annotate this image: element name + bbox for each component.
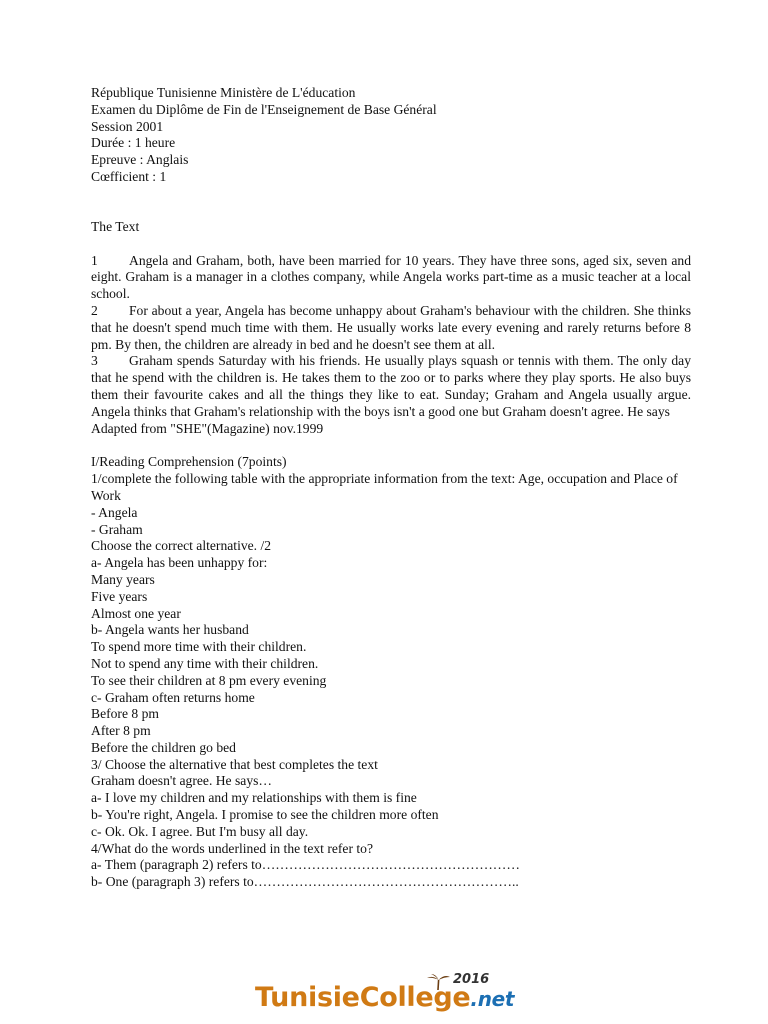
question-line: Almost one year [91, 605, 181, 621]
question-line: Graham doesn't agree. He says… [91, 773, 272, 789]
question-line: c- Ok. Ok. I agree. But I'm busy all day. [91, 823, 309, 839]
tunisie-college-logo[interactable] [255, 972, 515, 1018]
question-line: After 8 pm [91, 723, 151, 739]
paragraph-3 [91, 353, 691, 420]
question-line: Before the children go bed [91, 739, 236, 755]
paragraph-number: 2 [91, 302, 98, 318]
question-line: Choose the correct alternative. /2 [91, 538, 272, 554]
question-line: To spend more time with their children. [91, 639, 307, 655]
header-line: Examen du Diplôme de Fin de l'Enseignement de Base Général [91, 101, 437, 117]
question-line: Five years [91, 588, 148, 604]
paragraph-text: Graham spends Saturday with his friends. He usually plays squash or tennis with them. The only day that he spend with the children is. He takes them to the zoo or to parks where they play sports. He also buys them their favourite cakes and all the things they like to eat. Sunday; Graham and Angela usually argue. Angela thinks that Graham's relationship with the boys isn't a good one but Graham doesn't agree. He says [91, 353, 691, 419]
question-line: a- I love my children and my relationships with them is fine [91, 790, 417, 806]
question-line: b- You're right, Angela. I promise to see the children more often [91, 807, 439, 823]
question-line: b- One (paragraph 3) refers to………………………………………………….. [91, 874, 519, 890]
question-line: I/Reading Comprehension (7points) [91, 454, 287, 470]
questions-section [91, 454, 691, 891]
question-line: b- Angela wants her husband [91, 622, 249, 638]
paragraph-number: 3 [91, 353, 98, 369]
paragraph-text: For about a year, Angela has become unhappy about Graham's behaviour with the children. She thinks that he doesn't spend much time with them. He usually works late every evening and rarely returns before 8 pm. By then, the children are already in bed and he doesn't see them at all. [91, 302, 691, 352]
question-line: a- Them (paragraph 2) refers to………………………………………………… [91, 857, 520, 873]
paragraph-number: 1 [91, 252, 98, 268]
question-line: Before 8 pm [91, 706, 159, 722]
question-line: - Graham [91, 521, 143, 537]
paragraph-2 [91, 303, 691, 353]
question-line: 4/What do the words underlined in the text refer to? [91, 840, 373, 856]
question-line: 3/ Choose the alternative that best completes the text [91, 756, 378, 772]
header-line: Session 2001 [91, 118, 164, 134]
text-source: Adapted from "SHE"(Magazine) nov.1999 [91, 420, 324, 436]
header-line: République Tunisienne Ministère de L'éducation [91, 85, 356, 100]
question-line: To see their children at 8 pm every evening [91, 672, 327, 688]
header-line: Cœfficient : 1 [91, 168, 167, 184]
question-line: 1/complete the following table with the appropriate information from the text: Age, occupation and Place of Work [91, 471, 678, 503]
exam-header [91, 85, 691, 186]
question-line: - Angela [91, 504, 138, 520]
document-body [91, 85, 691, 891]
question-line: Many years [91, 571, 155, 587]
question-line: a- Angela has been unhappy for: [91, 555, 268, 571]
logo-year: 2016 [453, 972, 490, 987]
header-line: Epreuve : Anglais [91, 152, 189, 168]
logo-wordmark: TunisieCollege.net [255, 982, 515, 1013]
question-line: Not to spend any time with their children. [91, 655, 319, 671]
question-line: c- Graham often returns home [91, 689, 255, 705]
paragraph-text: Angela and Graham, both, have been married for 10 years. They have three sons, aged six, seven and eight. Graham is a manager in a clothes company, while Angela works part-time as a music teacher at a local school. [91, 252, 691, 302]
header-line: Durée : 1 heure [91, 135, 176, 151]
paragraph-1 [91, 253, 691, 303]
text-title: The Text [91, 218, 140, 234]
